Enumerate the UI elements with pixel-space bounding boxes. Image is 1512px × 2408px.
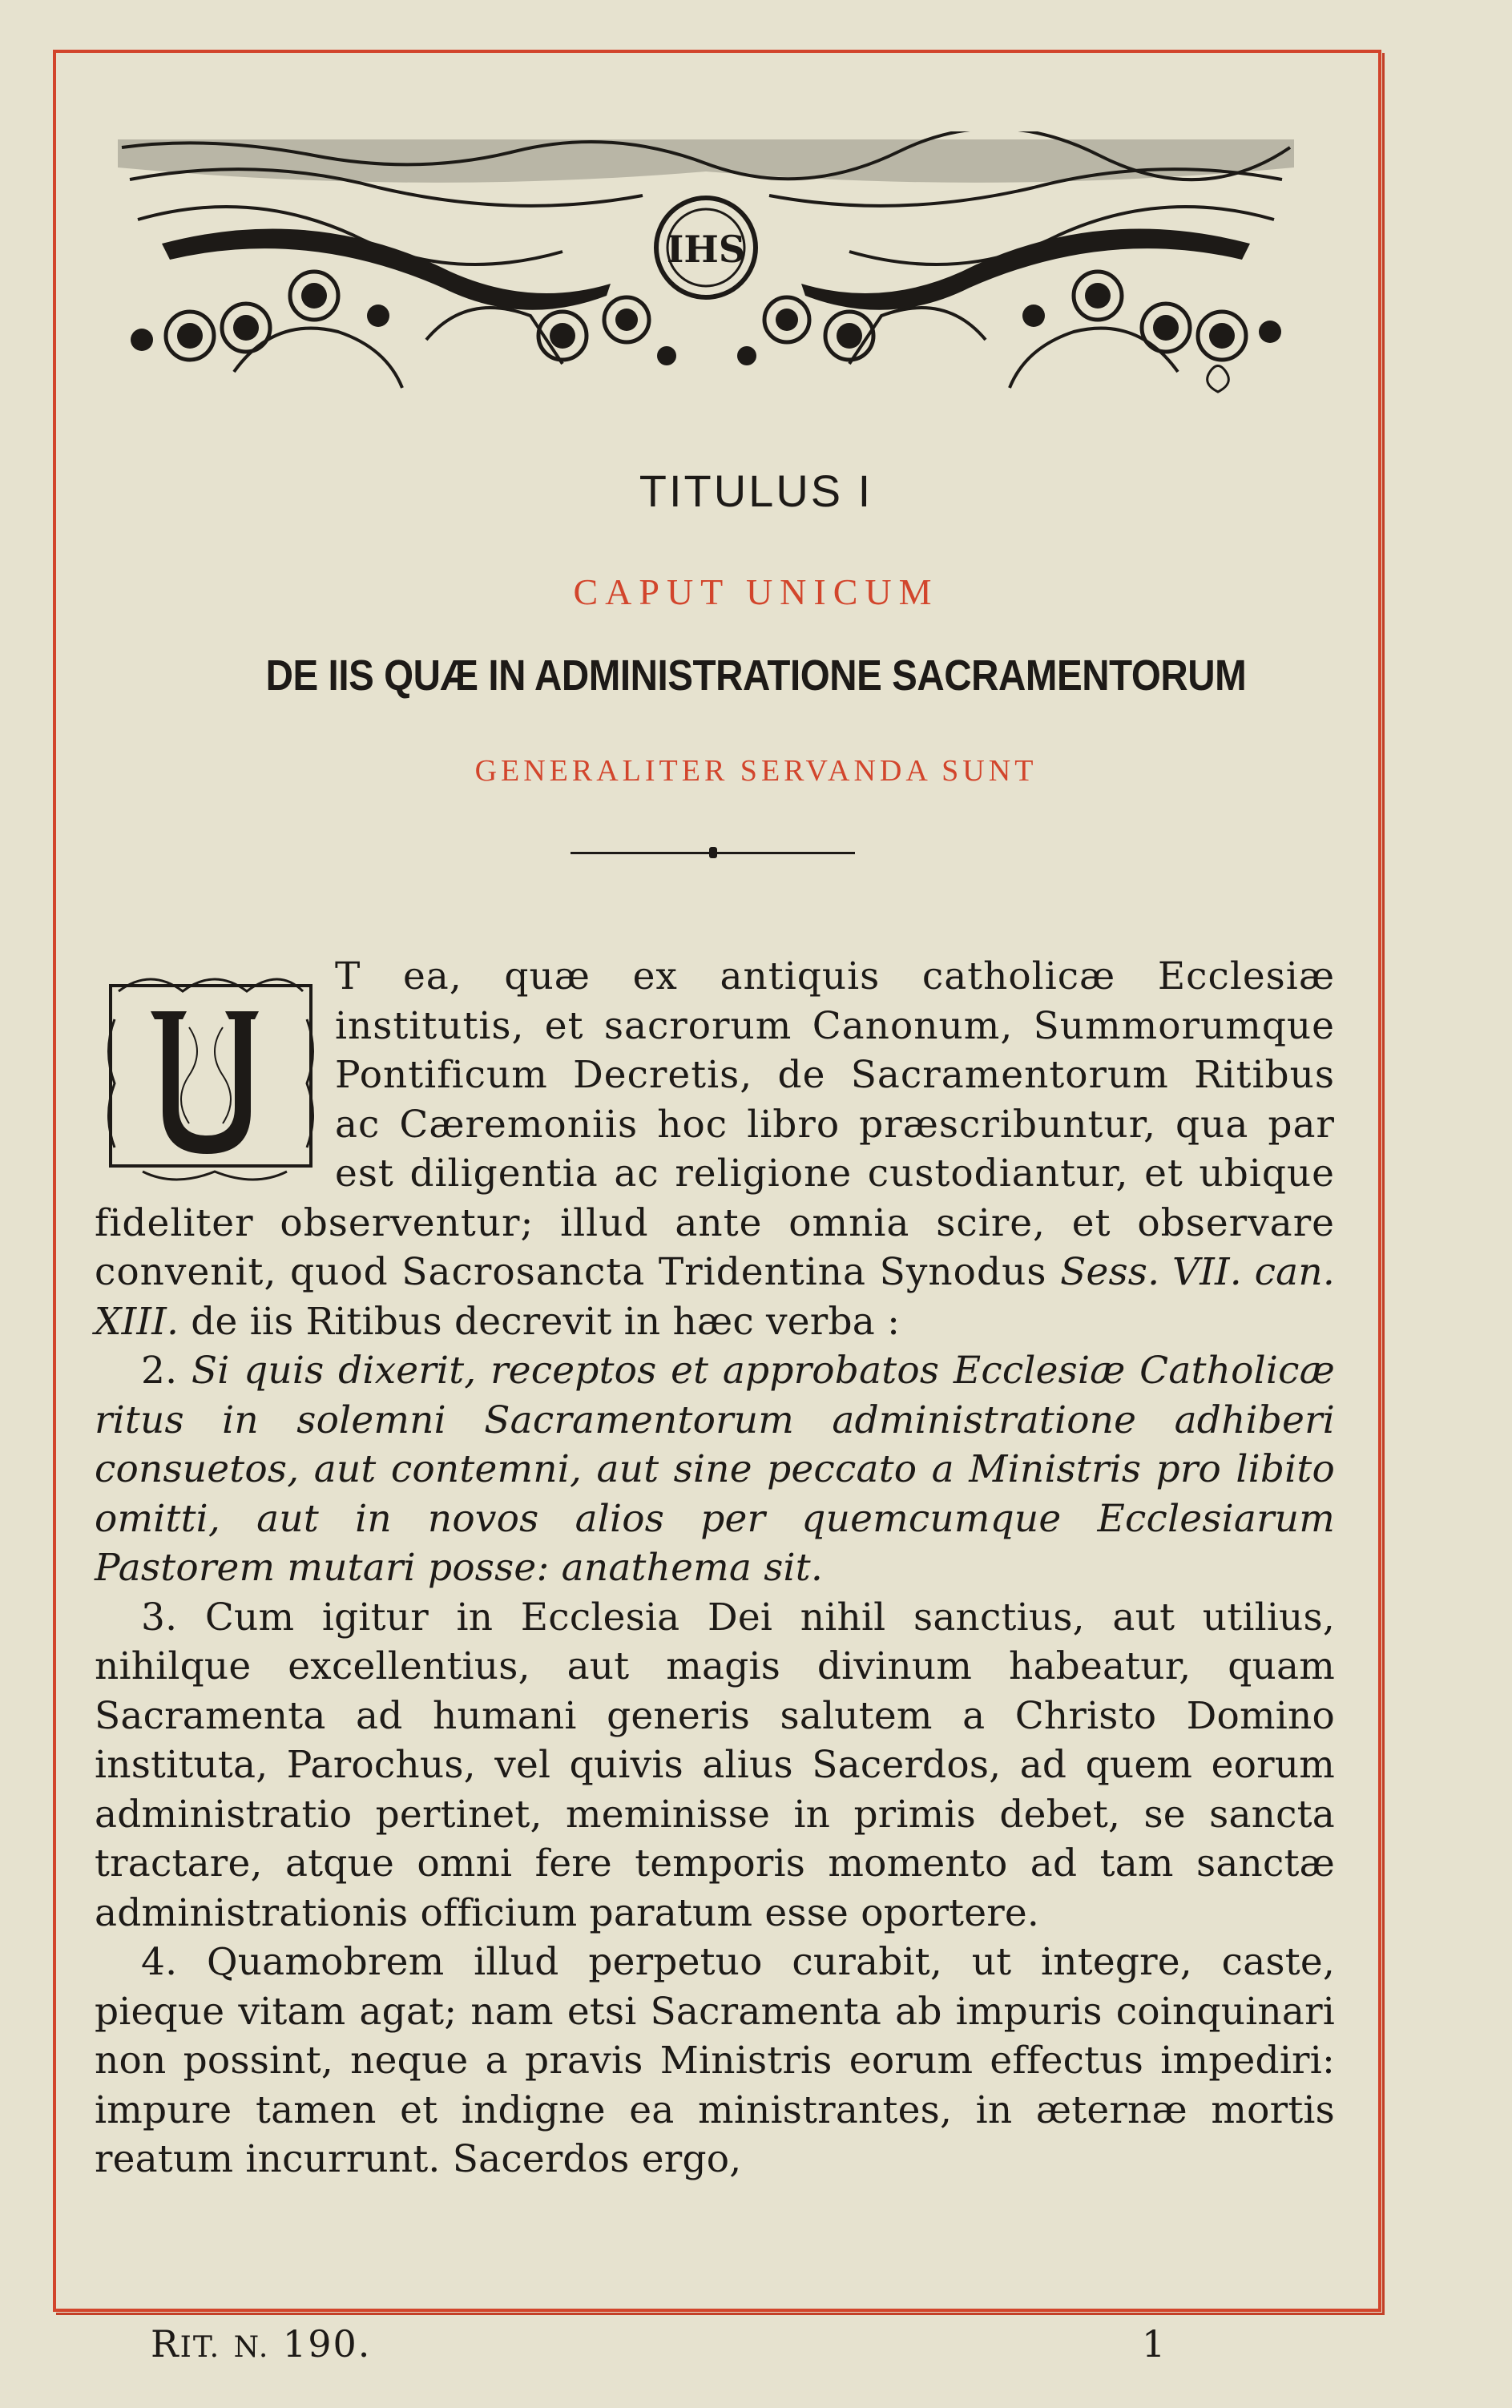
page-number: 1: [1142, 2322, 1166, 2366]
ornamental-headpiece: [114, 131, 1298, 408]
signature-it: IT.: [179, 2331, 221, 2364]
paragraph-2-text: Si quis dixerit, receptos et approbatos Ecclesiæ Catholicæ ritus in solemni Sacramentorum administratione adhiberi consuetos, aut contemni, aut sine peccato a Ministris pro libito omitti, aut in novos alios per quemcumque Ecclesiarum Pastorem mutari posse: anathema sit.: [95, 1349, 1335, 1590]
section-rule-ornament: [709, 847, 717, 858]
paragraph-1-citation: Sess. VII. can. XIII.: [95, 1250, 1336, 1344]
signature-n: N.: [233, 2331, 270, 2364]
signature-number: 190.: [282, 2322, 372, 2366]
ihs-monogram: IHS: [666, 228, 746, 271]
body-text: [95, 952, 1335, 2184]
signature-r: R: [151, 2322, 180, 2366]
initial-spacer: [95, 952, 335, 1192]
paragraph-1-text: T ea, quæ ex antiquis catholicæ Ecclesiæ institutis, et sacrorum Canonum, Summorumque Pontificum Decretis, de Sacramentorum Ritibus ac Cæremoniis hoc libro præscribuntur, qua par est diligentia ac religione custodiantur, et ubique fideliter observentur; illud ante omnia scire, et observare convenit, quod Sacrosancta Tridentina Synodus: [95, 954, 1335, 1294]
chapter-subtitle: GENERALITER SERVANDA SUNT: [474, 754, 1038, 788]
caput-heading: CAPUT UNICUM: [573, 571, 939, 612]
signature-mark: [151, 2322, 371, 2366]
titulus-heading: TITULUS I: [639, 466, 873, 516]
paragraph-3: 3. Cum igitur in Ecclesia Dei nihil sanctius, aut utilius, nihilque excellentius, aut magis divinum habeatur, quam Sacramenta ad humani generis salutem a Christo Domino instituta, Parochus, vel quivis alius Sacerdos, ad quem eorum administratio pertinet, meminisse in primis debet, se sancta tractare, atque omni fere temporis momento ad tam sanctæ administrationis officium paratum esse oportere.: [95, 1595, 1335, 1935]
chapter-title: DE IIS QUÆ IN ADMINISTRATIONE SACRAMENTORUM: [265, 651, 1247, 700]
paragraph-2-number: 2.: [141, 1349, 178, 1393]
paragraph-2: [95, 1346, 1335, 1593]
paragraph-4: 4. Quamobrem illud perpetuo curabit, ut integre, caste, pieque vitam agat; nam etsi Sacramenta ab impuris coinquinari non possint, neque a pravis Ministris eorum effectus impediri: impure tamen et indigne ea ministrantes, in æternæ mortis reatum incurrunt. Sacerdos ergo,: [95, 1940, 1335, 2181]
paragraph-1-end: de iis Ritibus decrevit in hæc verba :: [179, 1299, 901, 1344]
